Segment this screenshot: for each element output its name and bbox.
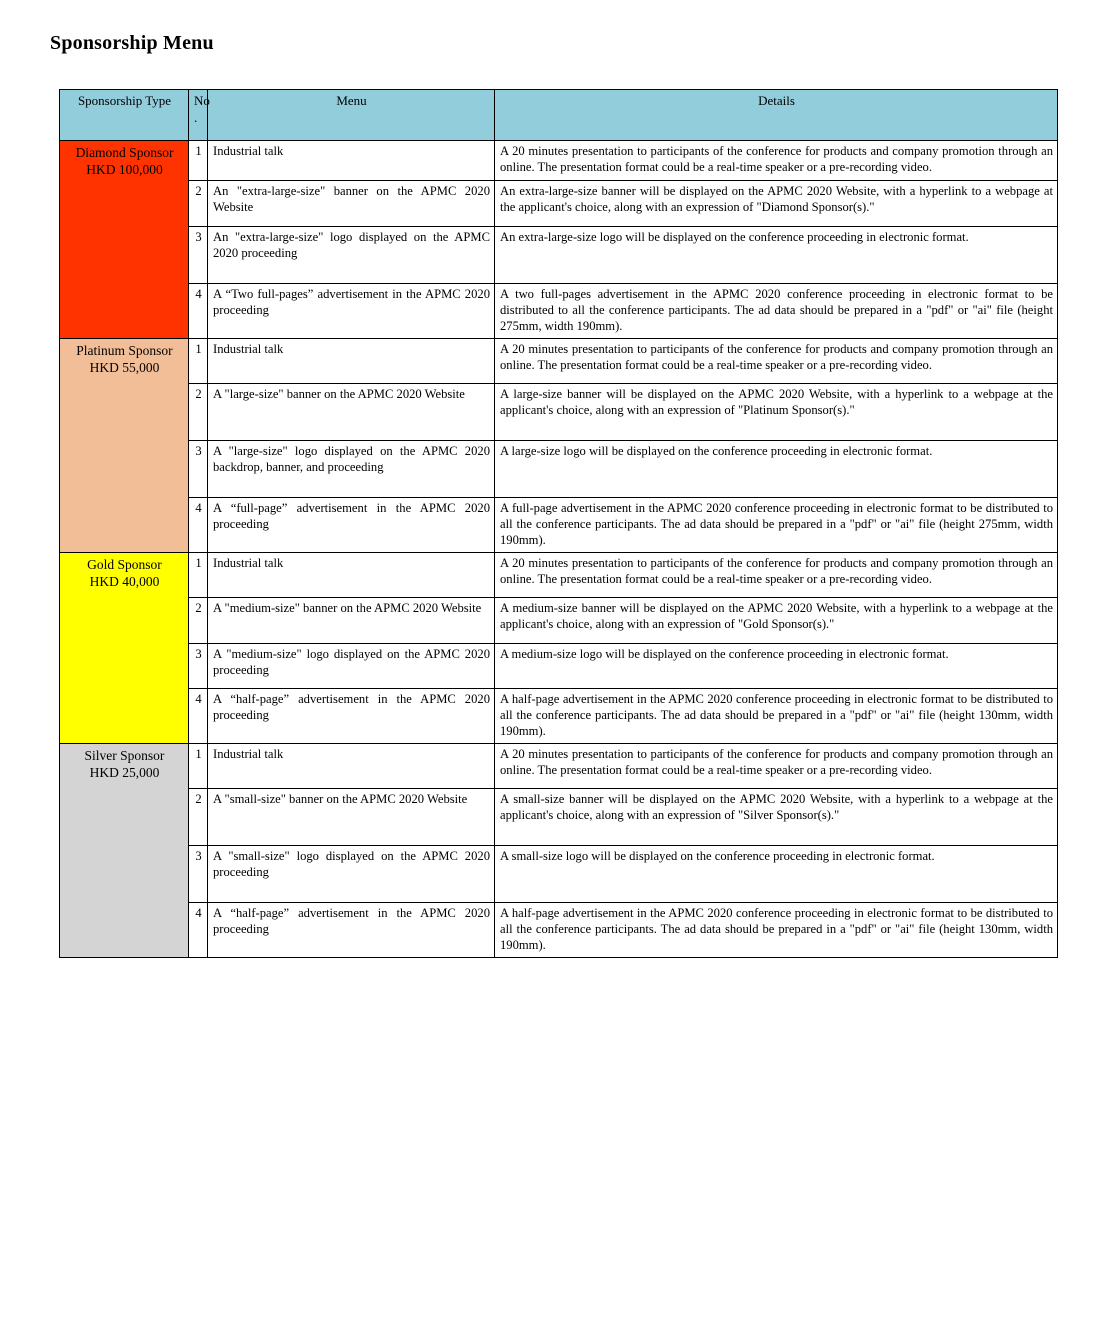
- table-row: [60, 383, 1058, 440]
- table-header: [60, 90, 1058, 141]
- menu-item-cell: Industrial talk: [208, 743, 495, 788]
- menu-item-details-cell: A full-page advertisement in the APMC 2020 conference proceeding in electronic format to be distributed to all the conference participants. The ad data should be prepared in a "pdf" or "ai" file (height 275mm, width 190mm).: [495, 497, 1058, 552]
- table-body: [60, 141, 1058, 958]
- table-row: [60, 845, 1058, 902]
- sponsorship-tier-cell: [60, 338, 189, 552]
- menu-item-cell: An "extra-large-size" banner on the APMC 2020 Website: [208, 181, 495, 227]
- menu-item-cell: A “half-page” advertisement in the APMC 2020 proceeding: [208, 902, 495, 957]
- menu-item-cell: A "medium-size" logo displayed on the APMC 2020 proceeding: [208, 643, 495, 688]
- column-header-no-line1: No: [194, 93, 210, 108]
- sponsorship-tier-price: HKD 55,000: [89, 360, 160, 376]
- menu-item-details-cell: A two full-pages advertisement in the APMC 2020 conference proceeding in electronic format to be distributed to all the conference participants. The ad data should be prepared in a "pdf" or "ai" file (height 275mm, width 190mm).: [495, 284, 1058, 339]
- menu-item-cell: A “half-page” advertisement in the APMC 2020 proceeding: [208, 688, 495, 743]
- sponsorship-tier-name: Diamond Sponsor: [75, 145, 174, 160]
- row-number-cell: 4: [189, 497, 208, 552]
- sponsorship-tier-name: Gold Sponsor: [87, 556, 162, 572]
- table-row: [60, 743, 1058, 788]
- table-row: [60, 788, 1058, 845]
- menu-item-details-cell: A half-page advertisement in the APMC 2020 conference proceeding in electronic format to be distributed to all the conference participants. The ad data should be prepared in a "pdf" or "ai" file (height 130mm, width 190mm).: [495, 688, 1058, 743]
- menu-item-details-cell: A 20 minutes presentation to participants of the conference for products and company promotion through an online. The presentation format could be a real-time speaker or a pre-recording video.: [495, 338, 1058, 383]
- column-header-menu: Menu: [208, 90, 495, 141]
- menu-item-details-cell: A large-size logo will be displayed on the conference proceeding in electronic format.: [495, 440, 1058, 497]
- table-row: [60, 440, 1058, 497]
- row-number-cell: 4: [189, 284, 208, 339]
- sponsorship-table: [59, 89, 1058, 958]
- table-row: [60, 597, 1058, 643]
- row-number-cell: 1: [189, 743, 208, 788]
- table-row: [60, 141, 1058, 181]
- row-number-cell: 2: [189, 181, 208, 227]
- row-number-cell: 4: [189, 902, 208, 957]
- sponsorship-tier-name: Platinum Sponsor: [76, 342, 173, 358]
- menu-item-details-cell: A 20 minutes presentation to participants of the conference for products and company promotion through an online. The presentation format could be a real-time speaker or a pre-recording video.: [495, 552, 1058, 597]
- sponsorship-tier-cell: [60, 552, 189, 743]
- row-number-cell: 1: [189, 338, 208, 383]
- sponsorship-tier-price: HKD 40,000: [89, 574, 160, 590]
- menu-item-cell: A "small-size" logo displayed on the APMC 2020 proceeding: [208, 845, 495, 902]
- table-row: [60, 284, 1058, 339]
- menu-item-details-cell: A medium-size banner will be displayed on the APMC 2020 Website, with a hyperlink to a webpage at the applicant's choice, along with an expression of "Gold Sponsor(s).": [495, 597, 1058, 643]
- column-header-no: [189, 90, 208, 141]
- menu-item-cell: An "extra-large-size" logo displayed on the APMC 2020 proceeding: [208, 227, 495, 284]
- column-header-details: Details: [495, 90, 1058, 141]
- menu-item-details-cell: A large-size banner will be displayed on the APMC 2020 Website, with a hyperlink to a webpage at the applicant's choice, along with an expression of "Platinum Sponsor(s).": [495, 383, 1058, 440]
- menu-item-details-cell: A small-size banner will be displayed on the APMC 2020 Website, with a hyperlink to a webpage at the applicant's choice, along with an expression of "Silver Sponsor(s).": [495, 788, 1058, 845]
- menu-item-details-cell: A small-size logo will be displayed on the conference proceeding in electronic format.: [495, 845, 1058, 902]
- row-number-cell: 3: [189, 845, 208, 902]
- menu-item-cell: Industrial talk: [208, 141, 495, 181]
- table-row: [60, 688, 1058, 743]
- menu-item-details-cell: An extra-large-size logo will be displayed on the conference proceeding in electronic format.: [495, 227, 1058, 284]
- menu-item-details-cell: A medium-size logo will be displayed on the conference proceeding in electronic format.: [495, 643, 1058, 688]
- table-row: [60, 552, 1058, 597]
- menu-item-cell: A "medium-size" banner on the APMC 2020 Website: [208, 597, 495, 643]
- sponsorship-tier-name: Silver Sponsor: [84, 747, 165, 763]
- table-row: [60, 497, 1058, 552]
- sponsorship-tier-price: HKD 25,000: [89, 765, 160, 780]
- table-row: [60, 181, 1058, 227]
- row-number-cell: 4: [189, 688, 208, 743]
- menu-item-cell: A "large-size" banner on the APMC 2020 Website: [208, 383, 495, 440]
- sponsorship-tier-cell: [60, 743, 189, 957]
- column-header-sponsorship-type: Sponsorship Type: [60, 90, 189, 141]
- table-row: [60, 643, 1058, 688]
- menu-item-cell: Industrial talk: [208, 552, 495, 597]
- row-number-cell: 2: [189, 788, 208, 845]
- row-number-cell: 1: [189, 552, 208, 597]
- row-number-cell: 2: [189, 597, 208, 643]
- menu-item-cell: A "large-size" logo displayed on the APMC 2020 backdrop, banner, and proceeding: [208, 440, 495, 497]
- menu-item-details-cell: A half-page advertisement in the APMC 2020 conference proceeding in electronic format to be distributed to all the conference participants. The ad data should be prepared in a "pdf" or "ai" file (height 130mm, width 190mm).: [495, 902, 1058, 957]
- page-title: Sponsorship Menu: [50, 32, 214, 54]
- sponsorship-tier-price: HKD 100,000: [86, 162, 163, 178]
- menu-item-details-cell: An extra-large-size banner will be displayed on the APMC 2020 Website, with a hyperlink to a webpage at the applicant's choice, along with an expression of "Diamond Sponsor(s).": [495, 181, 1058, 227]
- table-header-row: [60, 90, 1058, 141]
- menu-item-details-cell: A 20 minutes presentation to participants of the conference for products and company promotion through an online. The presentation format could be a real-time speaker or a pre-recording video.: [495, 141, 1058, 181]
- row-number-cell: 3: [189, 227, 208, 284]
- table-row: [60, 338, 1058, 383]
- row-number-cell: 2: [189, 383, 208, 440]
- menu-item-cell: A “full-page” advertisement in the APMC 2020 proceeding: [208, 497, 495, 552]
- menu-item-details-cell: A 20 minutes presentation to participants of the conference for products and company promotion through an online. The presentation format could be a real-time speaker or a pre-recording video.: [495, 743, 1058, 788]
- menu-item-cell: A “Two full-pages” advertisement in the APMC 2020 proceeding: [208, 284, 495, 339]
- table-row: [60, 902, 1058, 957]
- column-header-no-line2: .: [194, 109, 198, 125]
- row-number-cell: 1: [189, 141, 208, 181]
- menu-item-cell: A "small-size" banner on the APMC 2020 Website: [208, 788, 495, 845]
- sponsorship-tier-cell: [60, 141, 189, 339]
- table-row: [60, 227, 1058, 284]
- row-number-cell: 3: [189, 643, 208, 688]
- row-number-cell: 3: [189, 440, 208, 497]
- menu-item-cell: Industrial talk: [208, 338, 495, 383]
